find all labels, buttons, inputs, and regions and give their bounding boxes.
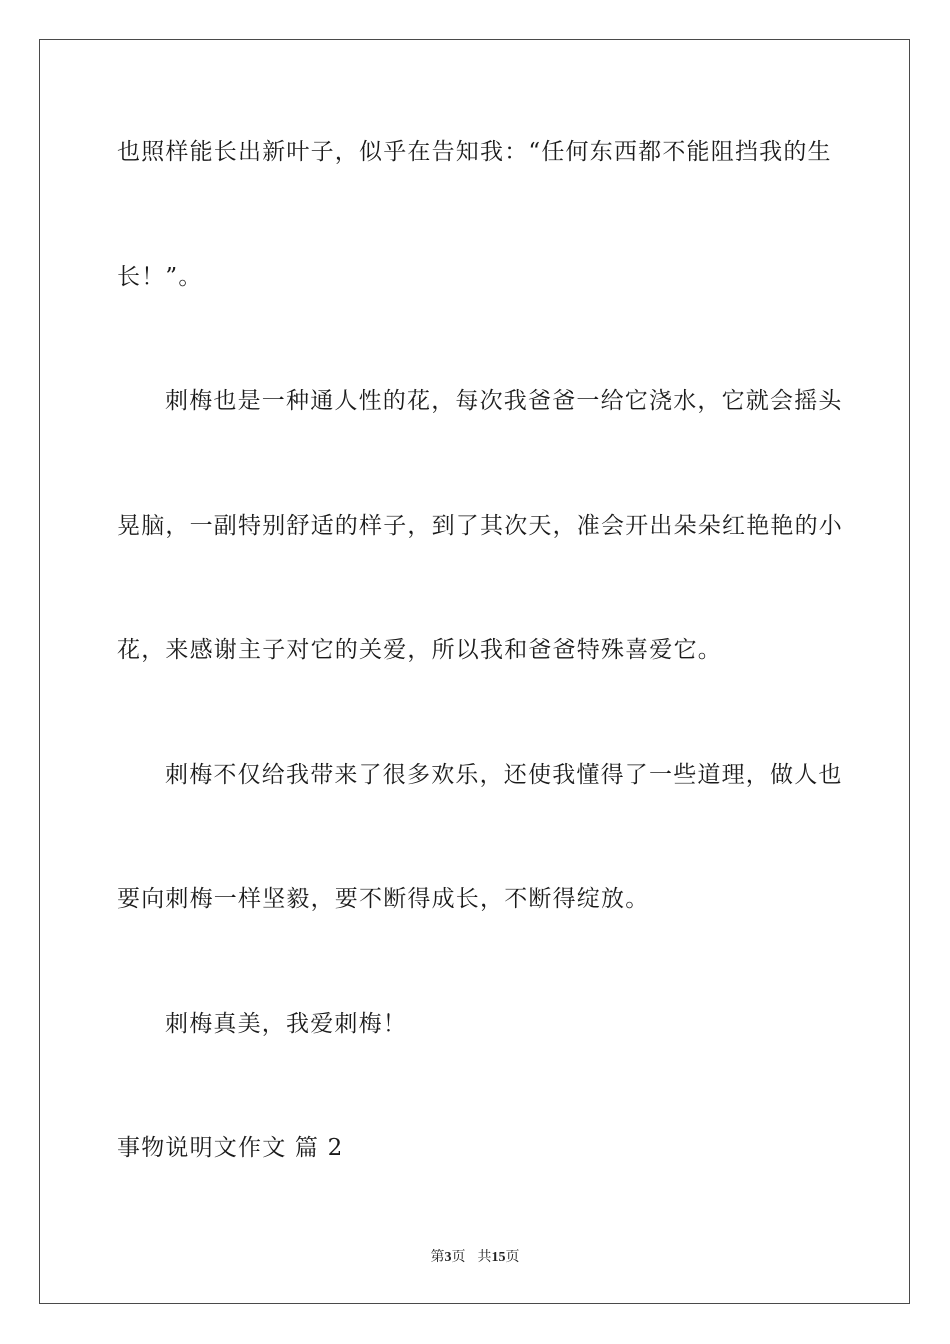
total-suffix: 页 [505,1249,520,1265]
total-pages: 15 [491,1250,506,1265]
page-prefix: 第 [430,1249,445,1265]
page-number: 3 [444,1250,452,1265]
paragraph-3-line-2: 要向刺梅一样坚毅，要不断得成长，不断得绽放。 [117,886,650,912]
paragraph-4-line-1: 刺梅真美，我爱刺梅！ [165,1011,407,1037]
paragraph-2-line-3: 花，来感谢主子对它的关爱，所以我和爸爸特殊喜爱它。 [117,637,722,663]
page-footer [0,1248,950,1267]
paragraph-3-line-1: 刺梅不仅给我带来了很多欢乐，还使我懂得了一些道理，做人也 [165,762,843,788]
page-border [39,39,910,1304]
paragraph-2-line-1: 刺梅也是一种通人性的花，每次我爸爸一给它浇水，它就会摇头 [165,388,843,414]
total-prefix: 共 [477,1249,492,1265]
paragraph-1-line-2: 长！”。 [117,264,203,290]
paragraph-1-line-1: 也照样能长出新叶子，似乎在告知我：“任何东西都不能阻挡我的生 [117,139,832,165]
page-suffix: 页 [451,1249,466,1265]
section-heading: 事物说明文作文 篇 2 [117,1135,344,1161]
paragraph-2-line-2: 晃脑，一副特别舒适的样子，到了其次天，准会开出朵朵红艳艳的小 [117,513,843,539]
